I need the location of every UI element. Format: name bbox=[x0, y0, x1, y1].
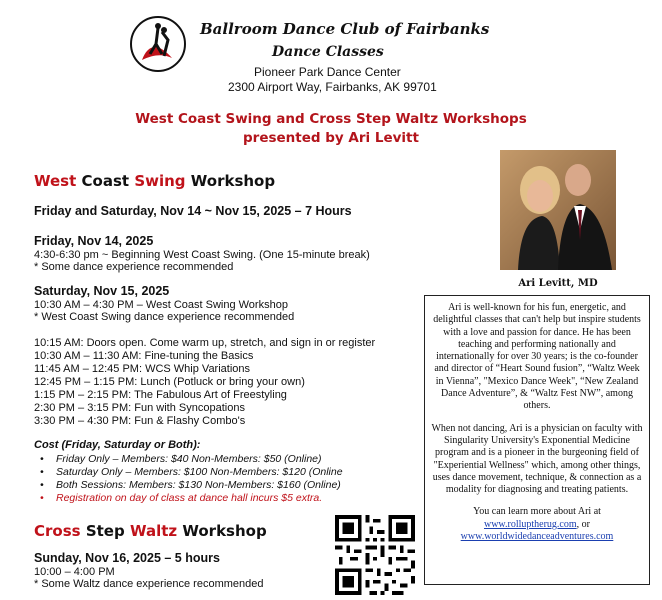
dance-classes-title: Dance Classes bbox=[272, 44, 384, 60]
wcs-dates-hours: Friday and Saturday, Nov 14 ~ Nov 15, 2025 – 7 Hours bbox=[34, 204, 352, 218]
cost-item-text: Saturday Only – Members: $100 Non-Members: $120 (Online bbox=[56, 466, 343, 478]
saturday-date: Saturday, Nov 15, 2025 bbox=[34, 284, 170, 298]
friday-note: * Some dance experience recommended bbox=[34, 261, 234, 273]
csw-heading-word: Cross bbox=[34, 522, 81, 540]
wcs-heading bbox=[34, 172, 275, 190]
wcs-heading-word: Workshop bbox=[190, 172, 276, 190]
saturday-note: * West Coast Swing dance experience recommended bbox=[34, 311, 295, 323]
club-logo bbox=[128, 14, 188, 74]
bio-paragraph: Ari is well-known for his fun, energetic, and delightful classes that can't help but inspire students with a love and passion for dance. He has been teaching and performing nationally and internationally for over 30 years; is the co-founder and director of “Heart Sound fusion”, “Waltz Week in Vienna”, "Mexico Dance Week", “New Zealand Dance Adventure”, & “Waltz Fest NW”, among others. bbox=[433, 302, 641, 412]
link-line-2 bbox=[430, 531, 644, 543]
schedule-item: 3:30 PM – 4:30 PM: Fun & Flashy Combo's bbox=[34, 415, 246, 427]
schedule-item: 12:45 PM – 1:15 PM: Lunch (Potluck or bring your own) bbox=[34, 376, 305, 388]
schedule-item: 10:15 AM: Doors open. Come warm up, stretch, and sign in or register bbox=[34, 337, 376, 349]
csw-heading-word: Workshop bbox=[182, 522, 267, 540]
schedule-item: 11:45 AM – 12:45 PM: WCS Whip Variations bbox=[34, 363, 251, 375]
cost-list bbox=[40, 453, 343, 505]
cost-item-text: Friday Only – Members: $40 Non-Members: $50 (Online) bbox=[56, 453, 322, 465]
registration-note: Registration on day of class at dance hall incurs $5 extra. bbox=[56, 492, 323, 504]
wcs-heading-word: Coast bbox=[81, 172, 130, 190]
instructor-photo bbox=[500, 150, 616, 270]
csw-note: * Some Waltz dance experience recommended bbox=[34, 578, 264, 590]
cost-item: • Registration on day of class at dance hall incurs $5 extra. bbox=[40, 492, 323, 504]
event-title-line2: presented by Ari Levitt bbox=[243, 130, 419, 146]
schedule-item: 10:30 AM – 11:30 AM: Fine-tuning the Basics bbox=[34, 350, 254, 362]
csw-heading bbox=[34, 522, 267, 540]
friday-class-time: 4:30-6:30 pm ~ Beginning West Coast Swing. (One 15-minute break) bbox=[34, 249, 370, 261]
learn-more-text: You can learn more about Ari at bbox=[473, 506, 601, 518]
csw-time: 10:00 – 4:00 PM bbox=[34, 566, 115, 578]
cost-item: • Friday Only – Members: $40 Non-Members: $50 (Online) bbox=[40, 453, 322, 465]
wcs-heading-word: Swing bbox=[134, 172, 186, 190]
cost-item: • Saturday Only – Members: $100 Non-Members: $120 (Online bbox=[40, 466, 343, 478]
rolluptherug-link[interactable]: www.rolluptherug.com bbox=[483, 518, 577, 530]
event-title bbox=[0, 110, 662, 148]
venue-address: 2300 Airport Way, Fairbanks, AK 99701 bbox=[228, 80, 437, 94]
cost-item: • Both Sessions: Members: $130 Non-Members: $160 (Online) bbox=[40, 479, 341, 491]
cost-heading: Cost (Friday, Saturday or Both): bbox=[34, 439, 201, 451]
instructor-caption: Ari Levitt, MD bbox=[518, 278, 598, 289]
schedule-item: 2:30 PM – 3:15 PM: Fun with Syncopations bbox=[34, 402, 245, 414]
csw-heading-word: Step bbox=[85, 522, 125, 540]
saturday-class-time: 10:30 AM – 4:30 PM – West Coast Swing Workshop bbox=[34, 299, 288, 311]
csw-date-hours: Sunday, Nov 16, 2025 – 5 hours bbox=[34, 551, 220, 565]
club-title: Ballroom Dance Club of Fairbanks bbox=[200, 20, 490, 38]
link-separator: , or bbox=[576, 518, 590, 530]
wcs-heading-word: West bbox=[34, 172, 77, 190]
friday-date: Friday, Nov 14, 2025 bbox=[34, 234, 154, 248]
worldwidedance-link[interactable]: www.worldwidedanceadventures.com bbox=[460, 531, 614, 543]
csw-heading-word: Waltz bbox=[129, 522, 178, 540]
schedule-item: 1:15 PM – 2:15 PM: The Fabulous Art of Freestyling bbox=[34, 389, 287, 401]
instructor-bio-box bbox=[424, 295, 650, 585]
bio-paragraph: When not dancing, Ari is a physician on faculty with Singularity University's Exponential Medicine program and is a pioneer in the burgeoning field of "Experiential Wellness" which, among other things, uses dance movement, technique, & connection as a modality for diagnosing and treating patients. bbox=[431, 422, 643, 496]
saturday-schedule bbox=[34, 337, 375, 428]
venue-name: Pioneer Park Dance Center bbox=[254, 65, 401, 79]
cost-item-text: Both Sessions: Members: $130 Non-Members: $160 (Online) bbox=[56, 479, 341, 491]
qr-code[interactable] bbox=[335, 515, 415, 595]
link-line-1 bbox=[430, 519, 644, 531]
event-title-line1: West Coast Swing and Cross Step Waltz Workshops bbox=[135, 111, 527, 127]
